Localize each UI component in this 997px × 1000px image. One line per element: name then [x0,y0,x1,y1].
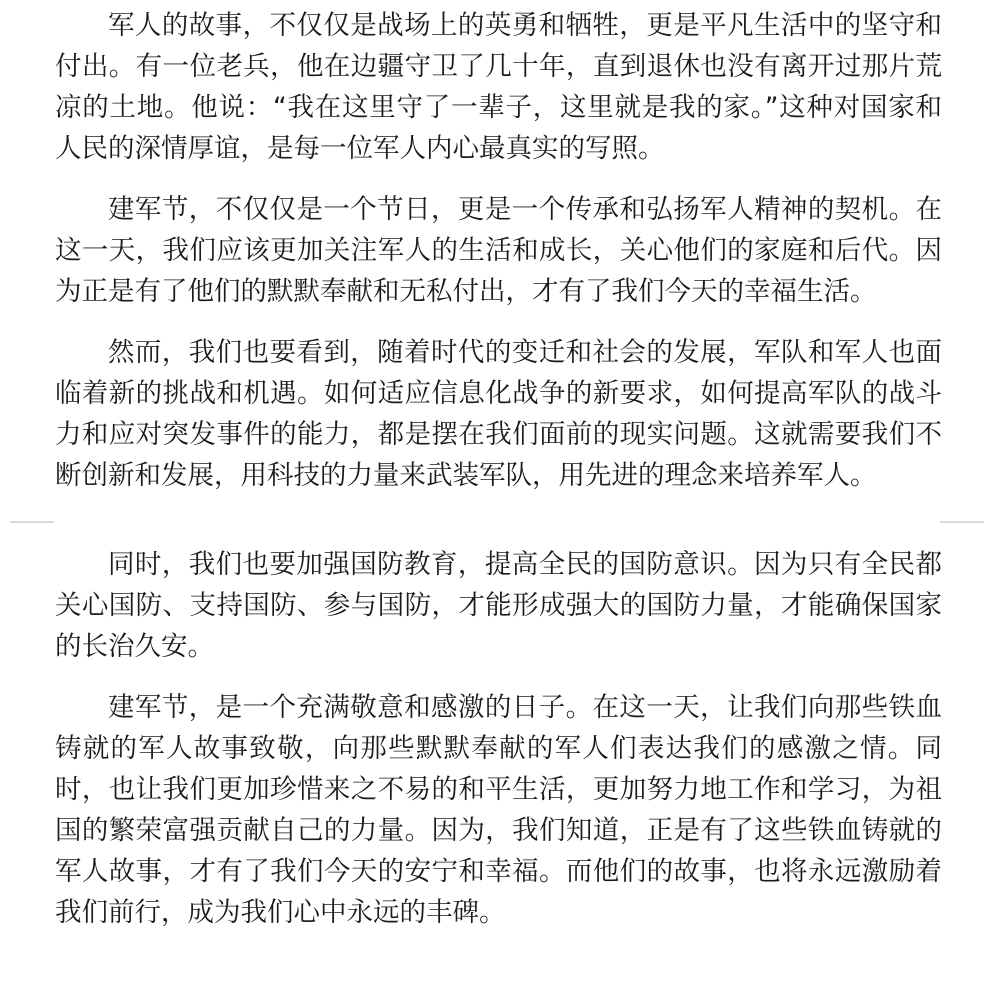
bottom-text-section [55,544,942,933]
paragraph: 军人的故事，不仅仅是战场上的英勇和牺牲，更是平凡生活中的坚守和付出。有一位老兵，他在边疆守卫了几十年，直到退休也没有离开过那片荒凉的土地。他说：“我在这里守了一辈子，这里就是我的家。”这种对国家和人民的深情厚谊，是每一位军人内心最真实的写照。 [55,10,942,164]
paragraph: 同时，我们也要加强国防教育，提高全民的国防意识。因为只有全民都关心国防、支持国防、参与国防，才能形成强大的国防力量，才能确保国家的长治久安。 [55,549,942,662]
paragraph: 然而，我们也要看到，随着时代的变迁和社会的发展，军队和军人也面临着新的挑战和机遇。如何适应信息化战争的新要求，如何提高军队的战斗力和应对突发事件的能力，都是摆在我们面前的现实问题。这就需要我们不断创新和发展，用科技的力量来武装军队，用先进的理念来培养军人。 [55,337,942,491]
page-break-divider-left [10,521,54,523]
paragraph: 建军节，是一个充满敬意和感激的日子。在这一天，让我们向那些铁血铸就的军人故事致敬，向那些默默奉献的军人们表达我们的感激之情。同时，也让我们更加珍惜来之不易的和平生活，更加努力地工作和学习，为祖国的繁荣富强贡献自己的力量。因为，我们知道，正是有了这些铁血铸就的军人故事，才有了我们今天的安宁和幸福。而他们的故事，也将永远激励着我们前行，成为我们心中永远的丰碑。 [55,692,942,928]
top-text-section [55,5,942,496]
page-break-divider-right [940,521,984,523]
paragraph: 建军节，不仅仅是一个节日，更是一个传承和弘扬军人精神的契机。在这一天，我们应该更加关注军人的生活和成长，关心他们的家庭和后代。因为正是有了他们的默默奉献和无私付出，才有了我们今天的幸福生活。 [55,194,942,307]
